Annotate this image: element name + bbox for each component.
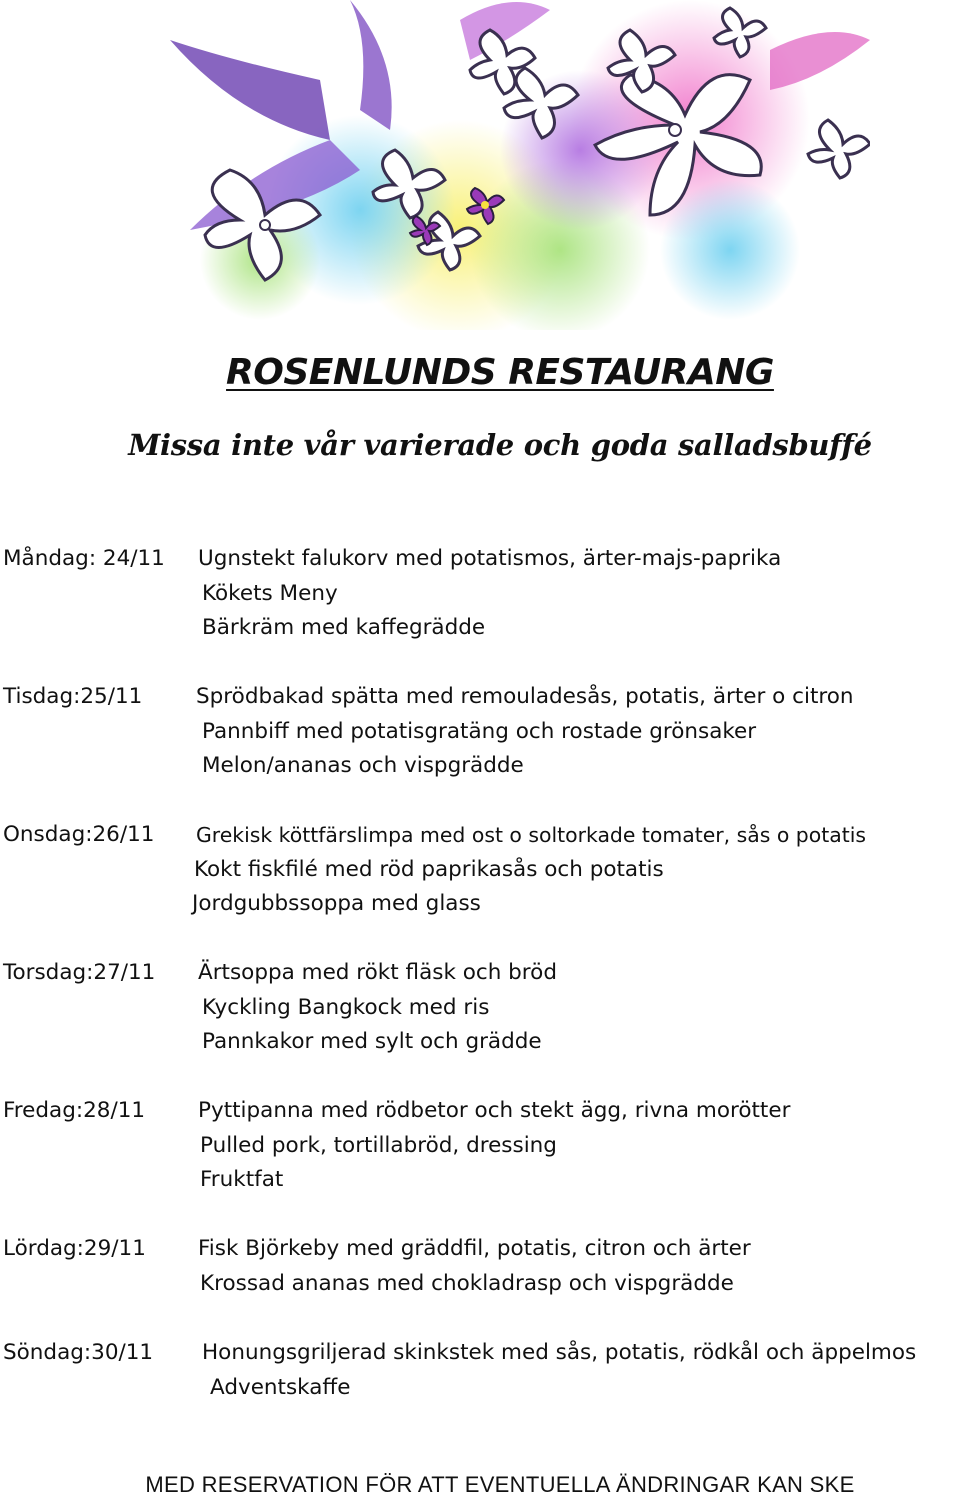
dish-line: Krossad ananas med chokladrasp och vispgrädde	[200, 1270, 734, 1296]
dish-line: Adventskaffe	[210, 1374, 351, 1400]
dish-line: Pulled pork, tortillabröd, dressing	[200, 1132, 557, 1158]
dish-line: Fisk Björkeby med gräddfil, potatis, citron och ärter	[198, 1236, 751, 1261]
day-label: Lördag:29/11	[3, 1236, 146, 1261]
restaurant-title: ROSENLUNDS RESTAURANG	[226, 352, 774, 393]
dish-line: Kyckling Bangkock med ris	[202, 994, 490, 1020]
dish-line: Ugnstekt falukorv med potatismos, ärter-majs-paprika	[198, 546, 782, 571]
day-label: Onsdag:26/11	[3, 822, 155, 847]
dish-line: Honungsgriljerad skinkstek med sås, potatis, rödkål och äppelmos	[202, 1340, 917, 1365]
dish-line: Pannkakor med sylt och grädde	[202, 1029, 542, 1055]
dish-line: Grekisk köttfärslimpa med ost o soltorkade tomater, sås o potatis	[196, 823, 866, 847]
reservation-note: MED RESERVATION FÖR ATT EVENTUELLA ÄNDRINGAR KAN SKE	[145, 1472, 855, 1497]
dish-line: Fruktfat	[200, 1167, 284, 1193]
flower-illustration	[130, 0, 870, 330]
dish-line: Jordgubbssoppa med glass	[192, 891, 481, 917]
dish-line: Sprödbakad spätta med remouladesås, potatis, ärter o citron	[196, 684, 854, 709]
dish-line: Ärtsoppa med rökt fläsk och bröd	[198, 960, 557, 985]
dish-line: Kökets Meny	[202, 580, 338, 606]
day-label: Tisdag:25/11	[3, 684, 143, 709]
dish-line: Kokt fiskfilé med röd paprikasås och potatis	[194, 856, 664, 882]
salad-buffet-subtitle: Missa inte vår varierade och goda salladsbuffé	[128, 428, 872, 462]
day-label: Söndag:30/11	[3, 1340, 154, 1365]
dish-line: Melon/ananas och vispgrädde	[202, 753, 524, 779]
dish-line: Pannbiff med potatisgratäng och rostade grönsaker	[202, 718, 757, 744]
dish-line: Bärkräm med kaffegrädde	[202, 615, 486, 641]
day-label: Fredag:28/11	[3, 1098, 146, 1123]
day-label: Måndag: 24/11	[3, 546, 165, 571]
dish-line: Pyttipanna med rödbetor och stekt ägg, rivna morötter	[198, 1098, 791, 1123]
day-label: Torsdag:27/11	[3, 960, 156, 985]
